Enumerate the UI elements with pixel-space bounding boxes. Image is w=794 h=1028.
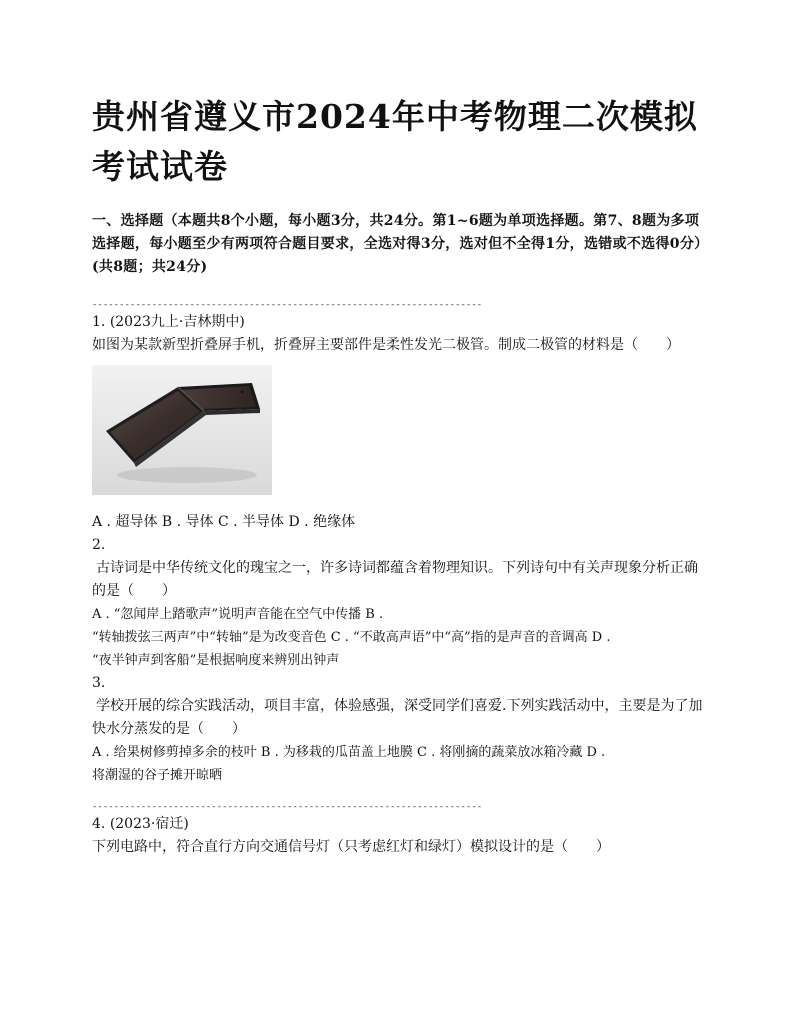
question-4 bbox=[92, 813, 704, 859]
question-source: (2023·宿迁) bbox=[109, 816, 189, 832]
question-number: 3. bbox=[92, 675, 106, 691]
question-stem: 古诗词是中华传统文化的瑰宝之一，许多诗词都蕴含着物理知识。下列诗句中有关声现象分析正确的是（ ） bbox=[92, 560, 698, 599]
question-1 bbox=[92, 311, 704, 534]
question-options-line-2: 将潮湿的谷子摊开晾晒 bbox=[92, 768, 223, 783]
question-3 bbox=[92, 672, 704, 787]
question-stem: 学校开展的综合实践活动，项目丰富，体验感强，深受同学们喜爱.下列实践活动中，主要是为了加快水分蒸发的是（ ） bbox=[92, 698, 703, 737]
question-2 bbox=[92, 534, 704, 672]
question-number: 1. bbox=[92, 314, 106, 330]
separator: ------------------------------------------------------------------------ bbox=[92, 802, 483, 812]
question-number: 2. bbox=[92, 537, 106, 553]
exam-title: 贵州省遵义市2024年中考物理二次模拟考试试卷 bbox=[92, 97, 698, 186]
exam-page bbox=[92, 92, 704, 859]
question-options-line-2: “转轴拨弦三两声”中“转轴”是为改变音色 C . “不敢高声语”中“高”指的是声音的音调高 D . bbox=[92, 630, 611, 645]
section-header: 一、选择题（本题共8个小题，每小题3分，共24分。第1~6题为单项选择题。第7、8题为多项选择题，每小题至少有两项符合题目要求，全选对得3分，选对但不全得1分，选错或不选得0分）(共8题；共24分) bbox=[92, 213, 702, 275]
question-options-line-1: A . 给果树修剪掉多余的枝叶 B . 为移栽的瓜苗盖上地膜 C . 将刚摘的蔬菜放冰箱冷藏 D . bbox=[92, 745, 606, 760]
folding-phone-image bbox=[92, 365, 272, 495]
question-stem: 如图为某款新型折叠屏手机，折叠屏主要部件是柔性发光二极管。制成二极管的材料是（ ） bbox=[92, 337, 680, 353]
question-options-line-1: A . “忽闻岸上踏歌声”说明声音能在空气中传播 B . bbox=[92, 607, 384, 622]
question-options-line-3: “夜半钟声到客船”是根据响度来辨别出钟声 bbox=[92, 653, 340, 668]
question-source: (2023九上·吉林期中) bbox=[109, 314, 245, 330]
folding-phone-icon bbox=[92, 365, 272, 495]
question-number: 4. bbox=[92, 816, 106, 832]
question-stem: 下列电路中，符合直行方向交通信号灯（只考虑红灯和绿灯）模拟设计的是（ ） bbox=[92, 839, 610, 855]
separator: ------------------------------------------------------------------------ bbox=[92, 300, 483, 310]
question-options: A . 超导体 B . 导体 C . 半导体 D . 绝缘体 bbox=[92, 514, 356, 530]
